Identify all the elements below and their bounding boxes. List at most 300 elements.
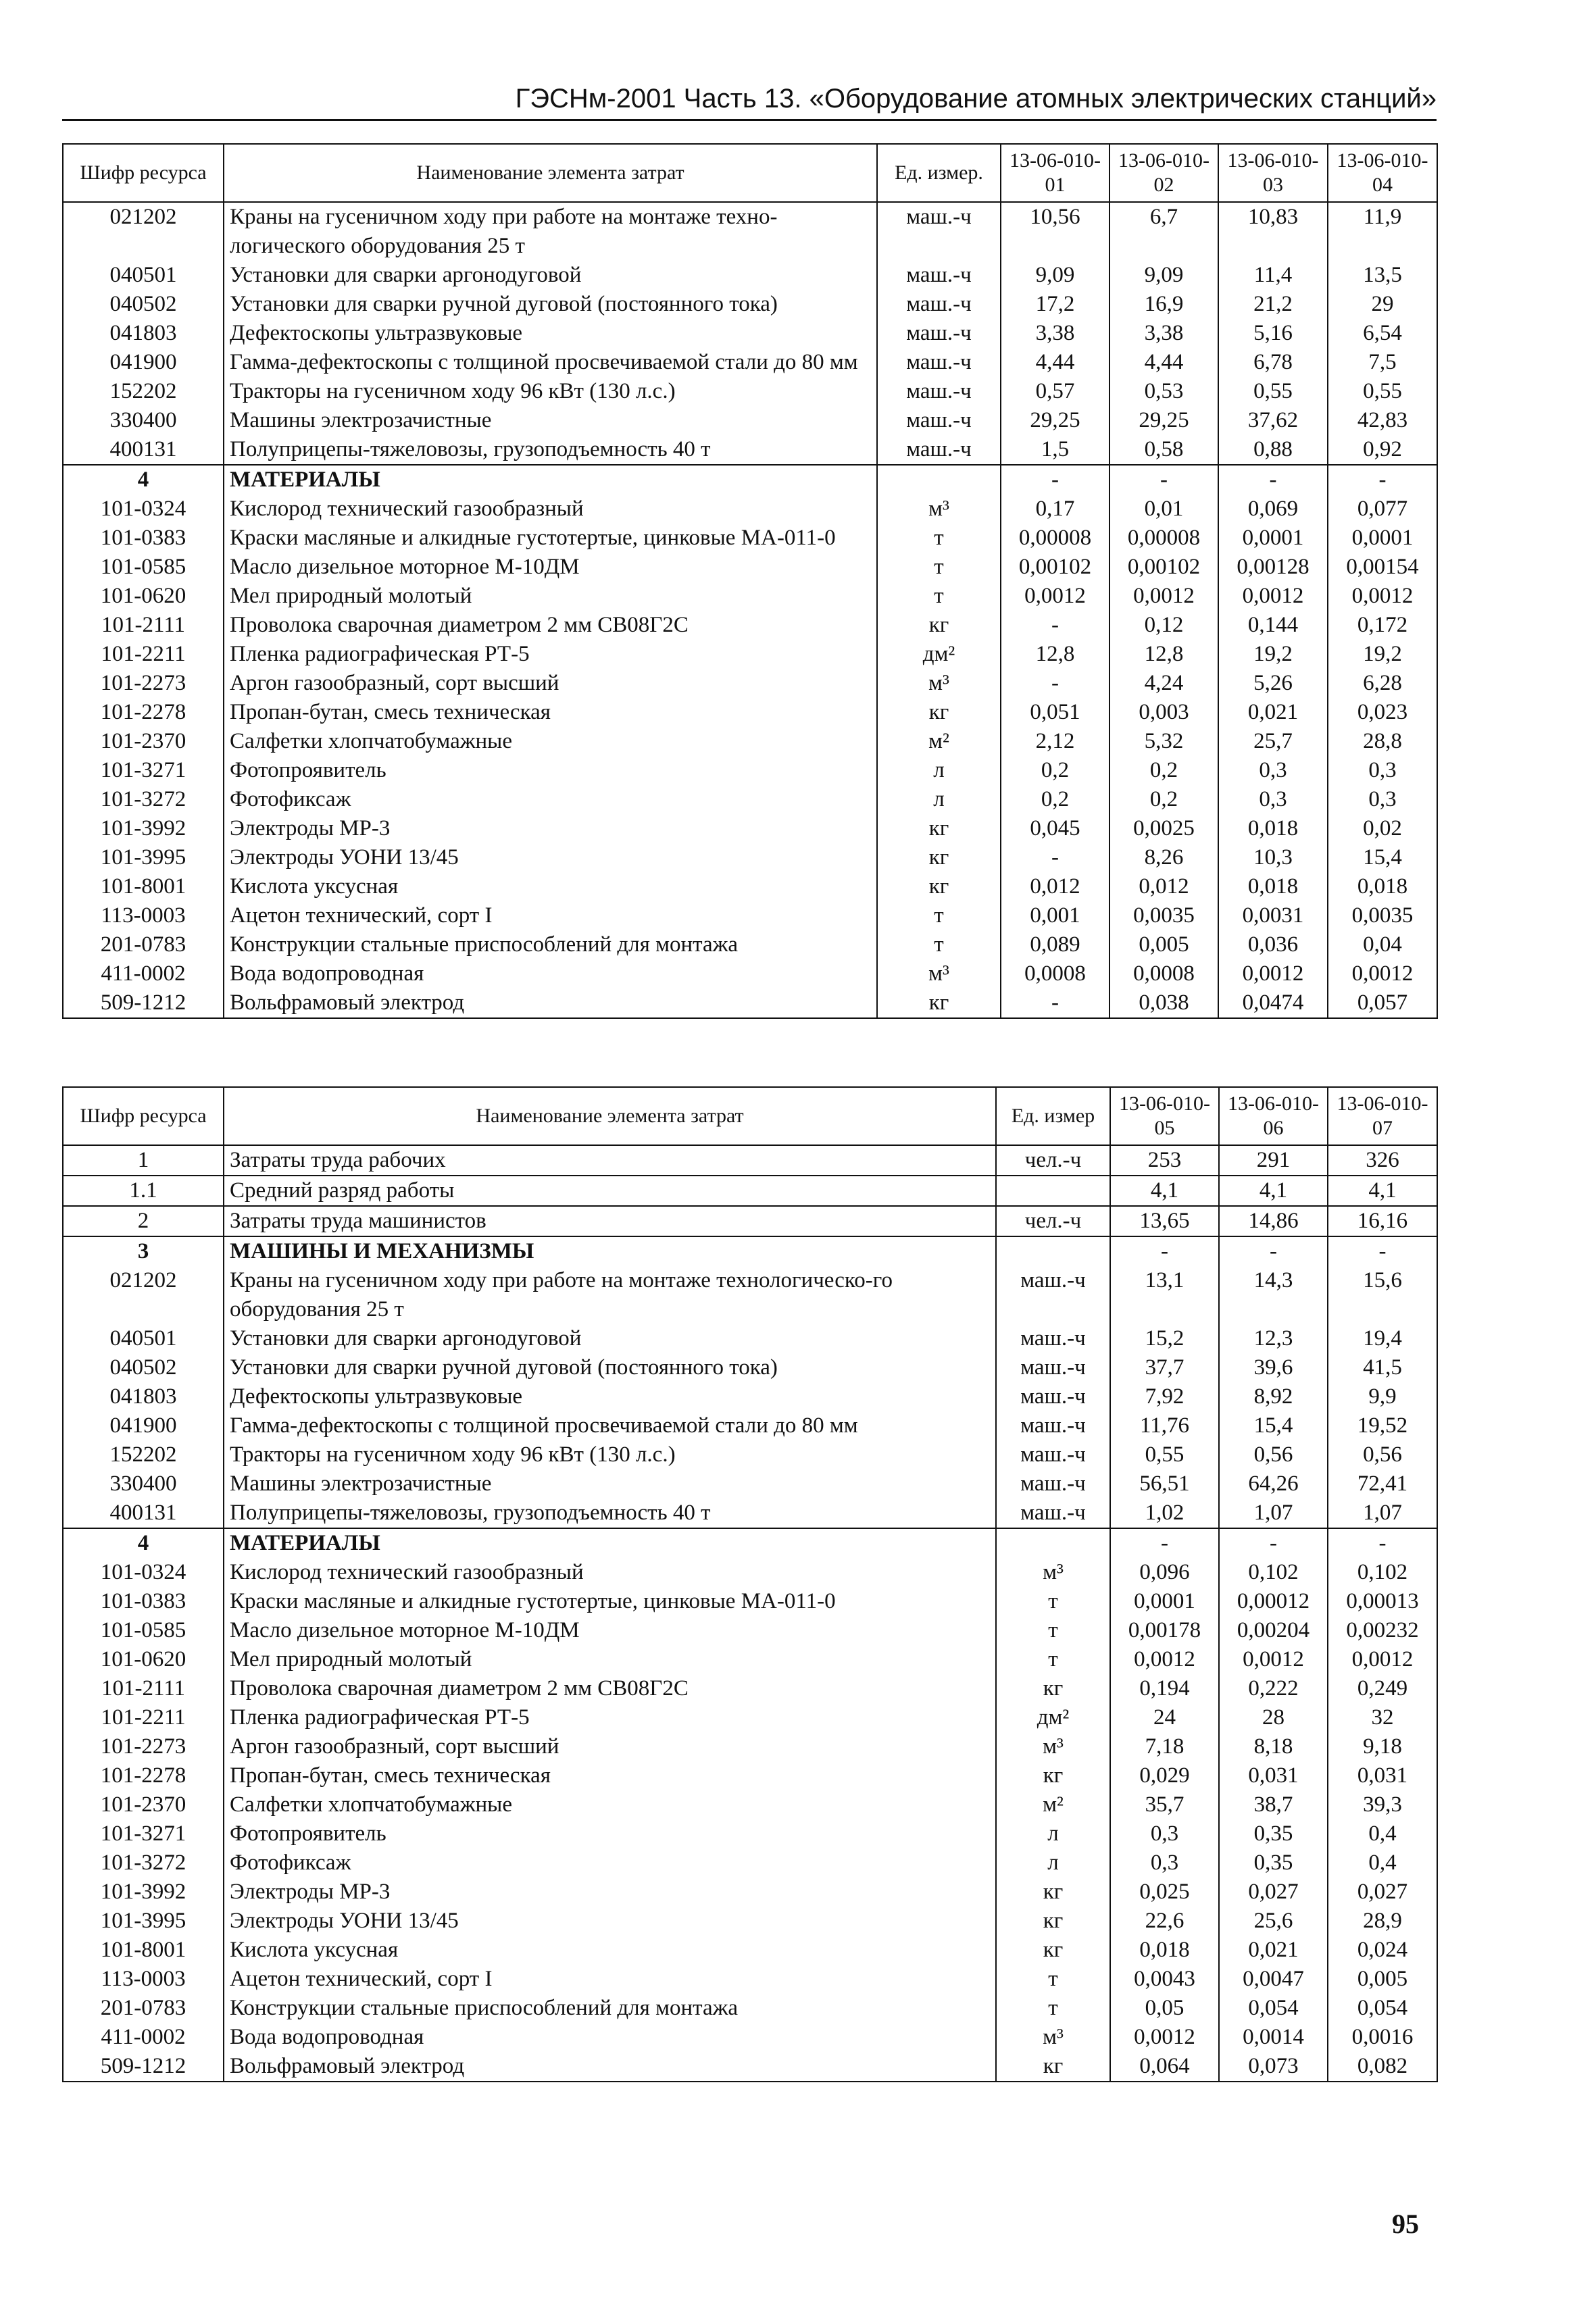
table-row [63,290,1437,319]
value-cell: 0,0031 [1218,901,1328,930]
value-cell: 8,26 [1109,843,1218,872]
resource-name-cell: Масло дизельное моторное М-10ДМ [224,1616,996,1645]
value-cell: 0,00012 [1219,1587,1328,1616]
table-row [63,1176,1437,1206]
resource-table-2 [62,1086,1438,2082]
value-cell: - [1218,465,1328,495]
value-cell: 0,58 [1109,435,1218,465]
value-cell: 0,021 [1218,698,1328,727]
resource-name-cell: МАШИНЫ И МЕХАНИЗМЫ [224,1236,996,1266]
resource-code-cell: 4 [63,1528,224,1558]
table-header-row [63,1087,1437,1145]
value-cell: 9,09 [1001,261,1109,290]
table-row [63,988,1437,1018]
column-header-code: Шифр ресурса [63,1087,224,1145]
unit-cell: кг [996,1878,1110,1907]
value-cell: 2,12 [1001,727,1109,756]
value-cell: - [1219,1528,1328,1558]
value-cell: 4,24 [1109,669,1218,698]
unit-cell: маш.-ч [877,202,1001,261]
table-row [63,495,1437,524]
resource-code-cell: 509-1212 [63,2052,224,2082]
value-cell: 0,0001 [1328,524,1437,553]
unit-cell: кг [877,611,1001,640]
resource-code-cell: 101-0620 [63,582,224,611]
value-cell: 0,001 [1001,901,1109,930]
unit-cell: т [996,1645,1110,1674]
resource-name-cell: Машины электрозачистные [224,1469,996,1499]
table-row [63,1790,1437,1819]
unit-cell: маш.-ч [877,406,1001,435]
table-row [63,1353,1437,1382]
unit-cell: маш.-ч [877,377,1001,406]
value-cell: 0,02 [1328,814,1437,843]
resource-name-cell: Дефектоскопы ультразвуковые [224,319,877,348]
table-row [63,377,1437,406]
table-row [63,1206,1437,1236]
resource-name-cell: Краски масляные и алкидные густотертые, цинковые МА-011-0 [224,1587,996,1616]
value-cell: 8,92 [1219,1382,1328,1411]
value-cell: 7,18 [1110,1732,1219,1761]
value-cell: 4,44 [1109,348,1218,377]
unit-cell: чел.-ч [996,1206,1110,1236]
table-row [63,1645,1437,1674]
unit-cell [877,465,1001,495]
table-row [63,1907,1437,1936]
table-row [63,814,1437,843]
resource-code-cell: 101-2278 [63,698,224,727]
resource-name-cell: Гамма-дефектоскопы с толщиной просвечиваемой стали до 80 мм [224,348,877,377]
value-cell: 9,09 [1109,261,1218,290]
value-cell: 0,00128 [1218,553,1328,582]
value-cell: 0,018 [1218,814,1328,843]
value-cell: 12,3 [1219,1324,1328,1353]
value-cell: 10,83 [1218,202,1328,261]
value-cell: 0,082 [1328,2052,1437,2082]
value-cell: 0,144 [1218,611,1328,640]
unit-cell: м³ [877,669,1001,698]
value-cell: 0,024 [1328,1936,1437,1965]
value-cell: 1,5 [1001,435,1109,465]
resource-name-cell: Кислота уксусная [224,1936,996,1965]
table-row [63,1878,1437,1907]
unit-cell [996,1528,1110,1558]
column-header-norm: 13-06-010-04 [1328,144,1437,202]
unit-cell: т [996,1965,1110,1994]
value-cell: 5,26 [1218,669,1328,698]
resource-code-cell: 1 [63,1145,224,1176]
resource-name-cell: Аргон газообразный, сорт высший [224,669,877,698]
value-cell: 0,0012 [1328,959,1437,988]
unit-cell: маш.-ч [996,1382,1110,1411]
value-cell: 0,55 [1218,377,1328,406]
unit-cell: дм² [877,640,1001,669]
unit-cell: кг [877,814,1001,843]
value-cell: 9,18 [1328,1732,1437,1761]
value-cell: 1,07 [1328,1499,1437,1528]
resource-name-cell: Пленка радиографическая РТ-5 [224,640,877,669]
value-cell: 0,3 [1110,1819,1219,1848]
unit-cell: м³ [877,959,1001,988]
value-cell: 10,3 [1218,843,1328,872]
value-cell: 0,3 [1328,785,1437,814]
unit-cell: кг [877,872,1001,901]
column-header-norm: 13-06-010-01 [1001,144,1109,202]
value-cell: 0,003 [1109,698,1218,727]
value-cell: 0,35 [1219,1819,1328,1848]
value-cell: 0,55 [1110,1440,1219,1469]
value-cell: 0,12 [1109,611,1218,640]
table-row [63,640,1437,669]
value-cell: 0,0025 [1109,814,1218,843]
value-cell: 0,222 [1219,1674,1328,1703]
value-cell: 64,26 [1219,1469,1328,1499]
unit-cell: кг [996,1936,1110,1965]
value-cell: 41,5 [1328,1353,1437,1382]
table-row [63,1558,1437,1587]
value-cell: 28,9 [1328,1907,1437,1936]
unit-cell: дм² [996,1703,1110,1732]
unit-cell: м² [877,727,1001,756]
resource-code-cell: 101-0383 [63,1587,224,1616]
resource-name-cell: Установки для сварки ручной дуговой (постоянного тока) [224,290,877,319]
resource-code-cell: 113-0003 [63,901,224,930]
value-cell: 0,089 [1001,930,1109,959]
value-cell: 5,16 [1218,319,1328,348]
value-cell: 9,9 [1328,1382,1437,1411]
table-row [63,1587,1437,1616]
resource-code-cell: 101-0585 [63,553,224,582]
resource-name-cell: Фотофиксаж [224,785,877,814]
value-cell: 3,38 [1001,319,1109,348]
resource-name-cell: Конструкции стальные приспособлений для монтажа [224,930,877,959]
value-cell: 11,9 [1328,202,1437,261]
value-cell: 0,249 [1328,1674,1437,1703]
value-cell: 37,7 [1110,1353,1219,1382]
resource-code-cell: 021202 [63,202,224,261]
value-cell: 0,031 [1328,1761,1437,1790]
value-cell: 0,029 [1110,1761,1219,1790]
resource-name-cell: Затраты труда рабочих [224,1145,996,1176]
section-row [63,465,1437,495]
resource-code-cell: 3 [63,1236,224,1266]
value-cell: - [1328,1236,1437,1266]
table-row [63,756,1437,785]
value-cell: 0,00102 [1001,553,1109,582]
unit-cell: м² [996,1790,1110,1819]
resource-code-cell: 101-2273 [63,1732,224,1761]
resource-name-cell: Ацетон технический, сорт I [224,901,877,930]
table-body [63,1145,1437,2082]
table-row [63,1616,1437,1645]
column-header-norm: 13-06-010-06 [1219,1087,1328,1145]
resource-code-cell: 201-0783 [63,930,224,959]
unit-cell: маш.-ч [996,1469,1110,1499]
table-row [63,611,1437,640]
value-cell: 0,0035 [1109,901,1218,930]
column-header-code: Шифр ресурса [63,144,224,202]
table-row [63,435,1437,465]
value-cell: 6,7 [1109,202,1218,261]
table-row [63,1324,1437,1353]
value-cell: 38,7 [1219,1790,1328,1819]
value-cell: 14,86 [1219,1206,1328,1236]
value-cell: 0,096 [1110,1558,1219,1587]
resource-name-cell: Краны на гусеничном ходу при работе на монтаже техно-логического оборудования 25 т [224,202,877,261]
resource-name-cell: Средний разряд работы [224,1176,996,1206]
value-cell: 14,3 [1219,1266,1328,1324]
resource-code-cell: 101-2273 [63,669,224,698]
value-cell: 29,25 [1109,406,1218,435]
value-cell: - [1001,843,1109,872]
value-cell: 0,018 [1328,872,1437,901]
resource-name-cell: Пленка радиографическая РТ-5 [224,1703,996,1732]
resource-code-cell: 021202 [63,1266,224,1324]
value-cell: 35,7 [1110,1790,1219,1819]
value-cell: 16,16 [1328,1206,1437,1236]
unit-cell: кг [996,1907,1110,1936]
page-number: 95 [1392,2209,1419,2239]
value-cell: 0,00154 [1328,553,1437,582]
value-cell: 0,00204 [1219,1616,1328,1645]
resource-name-cell: Дефектоскопы ультразвуковые [224,1382,996,1411]
value-cell: 0,0012 [1328,1645,1437,1674]
value-cell: 0,038 [1109,988,1218,1018]
value-cell: 0,0012 [1110,2023,1219,2052]
value-cell: 0,00178 [1110,1616,1219,1645]
value-cell: - [1219,1236,1328,1266]
table-row [63,261,1437,290]
value-cell: - [1001,465,1109,495]
resource-name-cell: Вода водопроводная [224,2023,996,2052]
value-cell: 0,0012 [1110,1645,1219,1674]
value-cell: 0,102 [1328,1558,1437,1587]
value-cell: 0,4 [1328,1819,1437,1848]
resource-name-cell: Салфетки хлопчатобумажные [224,1790,996,1819]
value-cell: 326 [1328,1145,1437,1176]
unit-cell [996,1236,1110,1266]
value-cell: 12,8 [1109,640,1218,669]
table-row [63,1848,1437,1878]
value-cell: 15,2 [1110,1324,1219,1353]
table-body [63,202,1437,1018]
resource-name-cell: Проволока сварочная диаметром 2 мм СВ08Г2С [224,611,877,640]
value-cell: 4,1 [1328,1176,1437,1206]
value-cell: - [1109,465,1218,495]
unit-cell: кг [996,1761,1110,1790]
value-cell: 0,04 [1328,930,1437,959]
value-cell: 72,41 [1328,1469,1437,1499]
resource-name-cell: Проволока сварочная диаметром 2 мм СВ08Г2С [224,1674,996,1703]
resource-code-cell: 040502 [63,290,224,319]
unit-cell: чел.-ч [996,1145,1110,1176]
resource-name-cell: Электроды УОНИ 13/45 [224,1907,996,1936]
resource-code-cell: 201-0783 [63,1994,224,2023]
value-cell: 29,25 [1001,406,1109,435]
value-cell: 5,32 [1109,727,1218,756]
value-cell: 0,0012 [1109,582,1218,611]
value-cell: 0,0012 [1219,1645,1328,1674]
unit-cell: т [996,1587,1110,1616]
unit-cell: л [996,1848,1110,1878]
value-cell: 21,2 [1218,290,1328,319]
unit-cell: т [996,1994,1110,2023]
value-cell: 0,3 [1328,756,1437,785]
resource-name-cell: Масло дизельное моторное М-10ДМ [224,553,877,582]
resource-code-cell: 101-2111 [63,1674,224,1703]
resource-code-cell: 330400 [63,1469,224,1499]
value-cell: 0,0001 [1218,524,1328,553]
resource-code-cell: 411-0002 [63,2023,224,2052]
table-row [63,727,1437,756]
section-row [63,1236,1437,1266]
value-cell: 28 [1219,1703,1328,1732]
table-row [63,202,1437,261]
value-cell: 0,025 [1110,1878,1219,1907]
resource-code-cell: 040502 [63,1353,224,1382]
value-cell: 17,2 [1001,290,1109,319]
unit-cell: маш.-ч [996,1266,1110,1324]
resource-code-cell: 101-0620 [63,1645,224,1674]
resource-code-cell: 101-3271 [63,1819,224,1848]
unit-cell: маш.-ч [996,1353,1110,1382]
resource-name-cell: Ацетон технический, сорт I [224,1965,996,1994]
value-cell: 13,5 [1328,261,1437,290]
resource-name-cell: Фотофиксаж [224,1848,996,1878]
resource-name-cell: Фотопроявитель [224,1819,996,1848]
resource-code-cell: 101-3995 [63,843,224,872]
resource-name-cell: Машины электрозачистные [224,406,877,435]
value-cell: 8,18 [1219,1732,1328,1761]
value-cell: 0,005 [1109,930,1218,959]
table-row [63,582,1437,611]
resource-code-cell: 101-3995 [63,1907,224,1936]
table-row [63,1266,1437,1324]
value-cell: 0,0043 [1110,1965,1219,1994]
section-row [63,1528,1437,1558]
value-cell: 39,3 [1328,1790,1437,1819]
unit-cell: кг [877,843,1001,872]
value-cell: - [1328,1528,1437,1558]
unit-cell: маш.-ч [877,319,1001,348]
resource-name-cell: Краски масляные и алкидные густотертые, цинковые МА-011-0 [224,524,877,553]
value-cell: 3,38 [1109,319,1218,348]
value-cell: 0,55 [1328,377,1437,406]
resource-code-cell: 152202 [63,1440,224,1469]
unit-cell: кг [996,1674,1110,1703]
resource-code-cell: 041803 [63,319,224,348]
unit-cell: т [877,582,1001,611]
value-cell: 6,78 [1218,348,1328,377]
table-row [63,1994,1437,2023]
unit-cell: т [996,1616,1110,1645]
unit-cell: л [877,756,1001,785]
resource-name-cell: Установки для сварки аргонодуговой [224,1324,996,1353]
table-row [63,930,1437,959]
table-row [63,669,1437,698]
resource-name-cell: МАТЕРИАЛЫ [224,1528,996,1558]
value-cell: 19,2 [1328,640,1437,669]
table-row [63,843,1437,872]
resource-name-cell: Пропан-бутан, смесь техническая [224,1761,996,1790]
value-cell: 0,0012 [1218,959,1328,988]
value-cell: 19,2 [1218,640,1328,669]
value-cell: 0,0014 [1219,2023,1328,2052]
value-cell: 0,00013 [1328,1587,1437,1616]
value-cell: 0,0035 [1328,901,1437,930]
value-cell: 0,3 [1218,756,1328,785]
resource-code-cell: 040501 [63,1324,224,1353]
value-cell: 0,073 [1219,2052,1328,2082]
value-cell: 32 [1328,1703,1437,1732]
resource-code-cell: 040501 [63,261,224,290]
value-cell: 0,05 [1110,1994,1219,2023]
resource-code-cell: 2 [63,1206,224,1236]
unit-cell: т [877,901,1001,930]
resource-code-cell: 4 [63,465,224,495]
resource-code-cell: 101-0383 [63,524,224,553]
resource-name-cell: Вольфрамовый электрод [224,2052,996,2082]
resource-code-cell: 101-2111 [63,611,224,640]
resource-code-cell: 411-0002 [63,959,224,988]
value-cell: 0,194 [1110,1674,1219,1703]
value-cell: 19,52 [1328,1411,1437,1440]
value-cell: 0,012 [1109,872,1218,901]
column-header-name: Наименование элемента затрат [224,1087,996,1145]
value-cell: 12,8 [1001,640,1109,669]
value-cell: 13,65 [1110,1206,1219,1236]
value-cell: 0,3 [1218,785,1328,814]
resource-name-cell: Мел природный молотый [224,582,877,611]
resource-name-cell: Салфетки хлопчатобумажные [224,727,877,756]
resource-code-cell: 041900 [63,1411,224,1440]
resource-code-cell: 101-2370 [63,1790,224,1819]
value-cell: 0,00008 [1109,524,1218,553]
value-cell: 0,01 [1109,495,1218,524]
unit-cell: кг [877,988,1001,1018]
value-cell: 0,031 [1219,1761,1328,1790]
resource-code-cell: 509-1212 [63,988,224,1018]
unit-cell: л [877,785,1001,814]
value-cell: 0,054 [1328,1994,1437,2023]
value-cell: 0,064 [1110,2052,1219,2082]
value-cell: 0,012 [1001,872,1109,901]
value-cell: 0,4 [1328,1848,1437,1878]
unit-cell [996,1176,1110,1206]
table-row [63,1703,1437,1732]
value-cell: 11,76 [1110,1411,1219,1440]
resource-name-cell: Фотопроявитель [224,756,877,785]
resource-code-cell: 101-2278 [63,1761,224,1790]
value-cell: 0,53 [1109,377,1218,406]
column-header-norm: 13-06-010-02 [1109,144,1218,202]
resource-code-cell: 101-8001 [63,872,224,901]
value-cell: 0,92 [1328,435,1437,465]
page-header-title: ГЭСНм-2001 Часть 13. «Оборудование атомных электрических станций» [62,80,1437,121]
resource-name-cell: Электроды УОНИ 13/45 [224,843,877,872]
value-cell: 42,83 [1328,406,1437,435]
resource-name-cell: Установки для сварки аргонодуговой [224,261,877,290]
value-cell: 291 [1219,1145,1328,1176]
value-cell: 0,2 [1109,756,1218,785]
table-row [63,901,1437,930]
table-row [63,872,1437,901]
table-row [63,1411,1437,1440]
table-row [63,1965,1437,1994]
value-cell: 0,0016 [1328,2023,1437,2052]
value-cell: 0,005 [1328,1965,1437,1994]
value-cell: 0,0047 [1219,1965,1328,1994]
